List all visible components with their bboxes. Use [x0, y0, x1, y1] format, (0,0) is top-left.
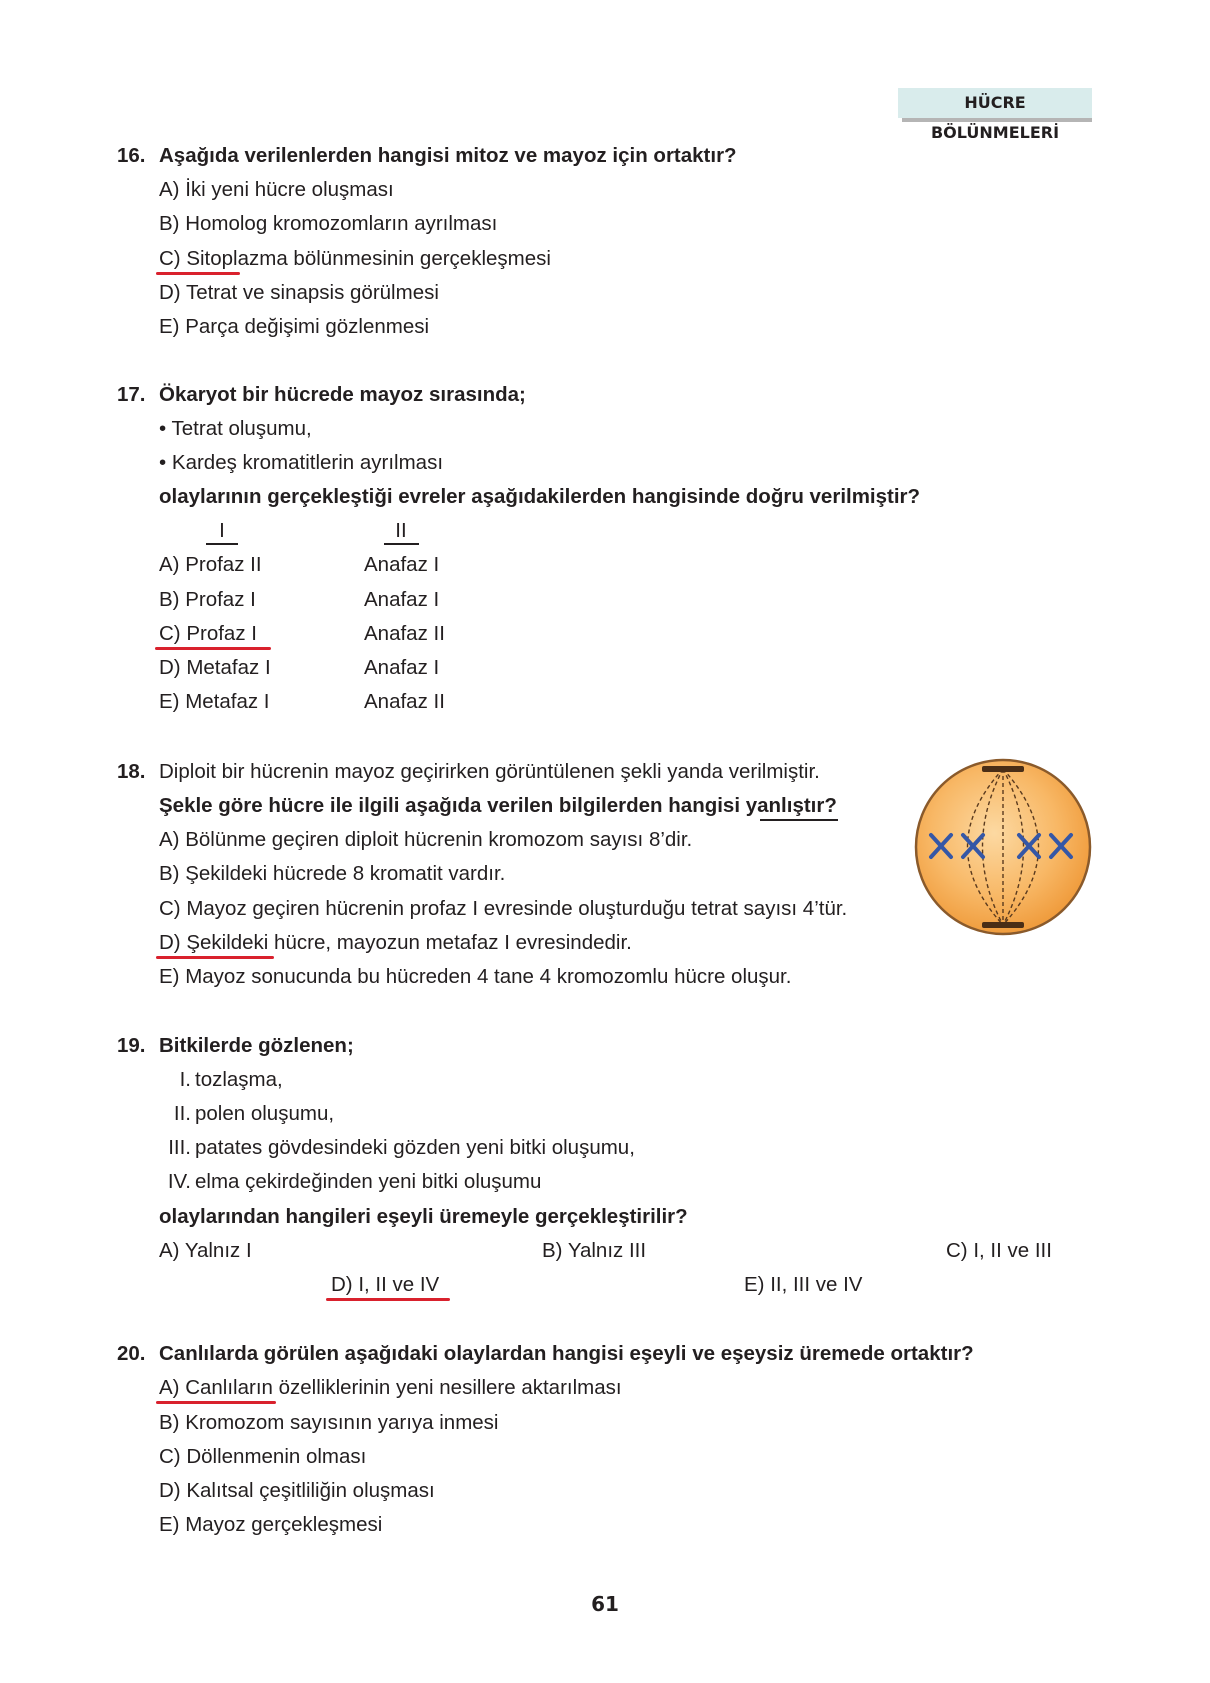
q18-answer-mark [156, 956, 274, 959]
q16-stem: Aşağıda verilenlerden hangisi mitoz ve mayoz için ortaktır? [159, 144, 737, 167]
q18-stem-main: Şekle göre hücre ile ilgili aşağıda verilen bilgilerden hangisi [159, 794, 746, 817]
q16-option-c[interactable]: C) Sitoplazma bölünmesinin gerçekleşmesi [159, 247, 551, 270]
q19-item-2-roman: II. [173, 1102, 191, 1125]
q20-option-b[interactable]: B) Kromozom sayısının yarıya inmesi [159, 1411, 499, 1434]
q20-stem: Canlılarda görülen aşağıdaki olaylardan hangisi eşeyli ve eşeysiz üremede ortaktır? [159, 1342, 974, 1365]
q17-col-rule-1 [206, 543, 238, 545]
page-number: 61 [591, 1592, 619, 1616]
q20-option-c[interactable]: C) Döllenmenin olması [159, 1445, 367, 1468]
q17-stem: Ökaryot bir hücrede mayoz sırasında; [159, 383, 526, 406]
bullet-icon: • [159, 451, 167, 474]
q19-stem: Bitkilerde gözlenen; [159, 1034, 354, 1057]
bullet-icon: • [159, 417, 167, 440]
q16-answer-mark [156, 272, 240, 275]
q18-stem-emphasis: yanlıştır [745, 794, 825, 817]
q17-option-d-col1[interactable]: D) Metafaz I [159, 656, 271, 679]
q18-option-b[interactable]: B) Şekildeki hücrede 8 kromatit vardır. [159, 862, 506, 885]
q19-item-4-text: elma çekirdeğinden yeni bitki oluşumu [195, 1170, 542, 1193]
q20-option-a[interactable]: A) Canlıların özelliklerinin yeni nesillere aktarılması [159, 1376, 622, 1399]
q18-option-a[interactable]: A) Bölünme geçiren diploit hücrenin kromozom sayısı 8’dir. [159, 828, 693, 851]
q17-option-c-col1[interactable]: C) Profaz I [159, 622, 257, 645]
q17-bullet-2-text: Kardeş kromatitlerin ayrılması [171, 451, 444, 474]
q19-option-e[interactable]: E) II, III ve IV [744, 1273, 863, 1296]
q19-question: olaylarından hangileri eşeyli üremeyle gerçekleştirilir? [159, 1205, 688, 1228]
q19-answer-mark [326, 1298, 450, 1301]
q16-option-d[interactable]: D) Tetrat ve sinapsis görülmesi [159, 281, 439, 304]
q19-item-4-roman: IV. [167, 1170, 191, 1193]
q17-number: 17. [117, 383, 146, 406]
centriole-top [982, 766, 1024, 772]
q20-option-d[interactable]: D) Kalıtsal çeşitliliğin oluşması [159, 1479, 435, 1502]
q16-number: 16. [117, 144, 146, 167]
q17-option-b-col2: Anafaz I [364, 588, 440, 611]
q19-option-c[interactable]: C) I, II ve III [946, 1239, 1052, 1262]
q16-option-b[interactable]: B) Homolog kromozomların ayrılması [159, 212, 498, 235]
q17-option-d-col2: Anafaz I [364, 656, 440, 679]
q16-option-a[interactable]: A) İki yeni hücre oluşması [159, 178, 394, 201]
q17-option-c-col2: Anafaz II [364, 622, 445, 645]
q19-item-2-text: polen oluşumu, [195, 1102, 335, 1125]
q19-option-d[interactable]: D) I, II ve IV [331, 1273, 440, 1296]
q20-answer-mark [156, 1401, 276, 1404]
q17-col-header-1: I [219, 519, 225, 542]
q18-option-e[interactable]: E) Mayoz sonucunda bu hücreden 4 tane 4 kromozomlu hücre oluşur. [159, 965, 792, 988]
q18-option-c[interactable]: C) Mayoz geçiren hücrenin profaz I evresinde oluşturduğu tetrat sayısı 4’tür. [159, 897, 848, 920]
q19-option-a[interactable]: A) Yalnız I [159, 1239, 252, 1262]
q17-option-e-col1[interactable]: E) Metafaz I [159, 690, 270, 713]
q18-intro: Diploit bir hücrenin mayoz geçirirken görüntülenen şekli yanda verilmiştir. [159, 760, 820, 783]
q18-emphasis-underline [760, 819, 838, 821]
q19-item-3-roman: III. [168, 1136, 191, 1159]
q18-option-d[interactable]: D) Şekildeki hücre, mayozun metafaz I evresindedir. [159, 931, 632, 954]
section-header: HÜCRE BÖLÜNMELERİ [930, 93, 1060, 142]
q19-item-3-text: patates gövdesindeki gözden yeni bitki oluşumu, [195, 1136, 635, 1159]
q19-item-1-roman: I. [179, 1068, 191, 1091]
cell-division-figure [912, 756, 1094, 938]
centriole-bottom [982, 922, 1024, 928]
q17-bullet-2 [159, 451, 443, 475]
q17-question: olaylarının gerçekleştiği evreler aşağıdakilerden hangisinde doğru verilmiştir? [159, 485, 921, 508]
q17-col-rule-2 [384, 543, 419, 545]
q17-option-e-col2: Anafaz II [364, 690, 445, 713]
q19-number: 19. [117, 1034, 146, 1057]
q17-bullet-1 [159, 417, 312, 441]
q17-col-header-2: II [395, 519, 407, 542]
q18-stem [159, 794, 837, 818]
q20-option-e[interactable]: E) Mayoz gerçekleşmesi [159, 1513, 383, 1536]
q18-stem-end: ? [824, 794, 837, 817]
q18-number: 18. [117, 760, 146, 783]
q17-option-a-col1[interactable]: A) Profaz II [159, 553, 262, 576]
q17-option-a-col2: Anafaz I [364, 553, 440, 576]
q19-item-1-text: tozlaşma, [195, 1068, 283, 1091]
q19-option-b[interactable]: B) Yalnız III [542, 1239, 647, 1262]
q17-answer-mark [155, 647, 271, 650]
q20-number: 20. [117, 1342, 146, 1365]
q17-option-b-col1[interactable]: B) Profaz I [159, 588, 256, 611]
q17-bullet-1-text: Tetrat oluşumu, [171, 417, 312, 440]
q16-option-e[interactable]: E) Parça değişimi gözlenmesi [159, 315, 430, 338]
